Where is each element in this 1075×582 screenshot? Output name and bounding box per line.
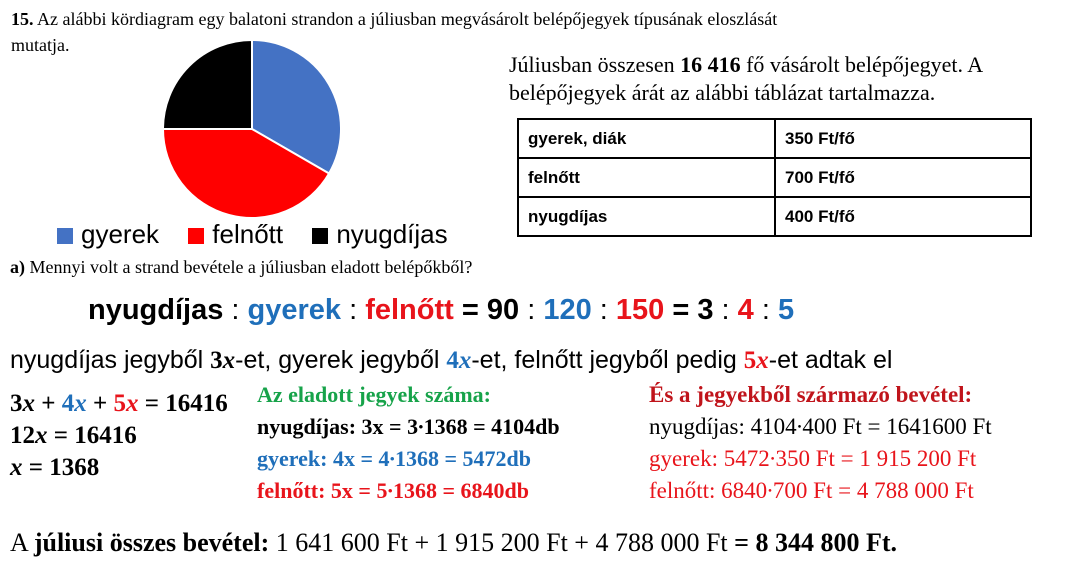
- explanation-text: nyugdíjas jegyből: [10, 346, 211, 374]
- equation-line1: [10, 388, 228, 420]
- legend-swatch-red: [188, 228, 204, 244]
- coef-4: 4: [446, 347, 459, 374]
- ratio-sep: :: [223, 294, 248, 326]
- problem-intro-line1: Az alábbi kördiagram egy balatoni strandon a júliusban megvásárolt belépőjegyek típusának eloszlását: [37, 9, 778, 29]
- ratio-sep: :: [753, 294, 778, 326]
- ratio-term-felnott: felnőtt: [365, 294, 454, 326]
- ratio-eq: =: [453, 294, 487, 326]
- table-cell-type: nyugdíjas: [518, 197, 775, 236]
- eq-rhs: = 16416: [138, 390, 228, 417]
- coef-5: 5: [743, 347, 757, 374]
- ratio-r3: 5: [777, 294, 795, 326]
- problem-number: 15.: [11, 9, 34, 29]
- revenue-gyerek: gyerek: 5472∙350 Ft = 1 915 200 Ft: [649, 446, 977, 471]
- legend-swatch-black: [312, 228, 328, 244]
- problem-intro-line2: mutatja.: [11, 35, 70, 55]
- ratio-sep: :: [519, 294, 544, 326]
- price-table: [517, 118, 1032, 237]
- question-label: a): [10, 257, 25, 277]
- count-nyugdijas: nyugdíjas: 3x = 3∙1368 = 4104db: [257, 414, 560, 439]
- ratio-n1: 90: [486, 294, 520, 326]
- revenue-heading: És a jegyekből származó bevétel:: [649, 382, 973, 407]
- total-revenue: [10, 528, 897, 558]
- chart-legend: [57, 219, 470, 250]
- total-sum: 1 641 600 Ft + 1 915 200 Ft + 4 788 000 Ft: [269, 528, 735, 557]
- legend-label-nyugdijas: nyugdíjas: [336, 219, 448, 249]
- var-x: x: [458, 347, 472, 374]
- ratio-eq: =: [664, 294, 698, 326]
- ratio-sep: :: [591, 294, 616, 326]
- ratio-term-nyugdijas: nyugdíjas: [88, 294, 224, 326]
- info-line2: belépőjegyek árát az alábbi táblázat tartalmazza.: [509, 80, 936, 105]
- eq-plus: +: [35, 390, 62, 417]
- eq-var: x: [126, 390, 139, 417]
- table-cell-type: felnőtt: [518, 158, 775, 197]
- table-cell-price: 400 Ft/fő: [775, 197, 1031, 236]
- var-x: x: [222, 347, 236, 374]
- question-text: Mennyi volt a strand bevétele a júliusban eladott belépőkből?: [25, 257, 473, 277]
- table-cell-price: 350 Ft/fő: [775, 119, 1031, 158]
- ratio-n3: 150: [615, 294, 665, 326]
- explanation-text: -et adtak el: [768, 346, 893, 374]
- ratio-n2: 120: [543, 294, 592, 326]
- equation-line2: [10, 420, 228, 452]
- ratio-sep: :: [713, 294, 738, 326]
- total-buyers: 16 416: [680, 52, 741, 77]
- eq-rhs: = 1368: [22, 454, 100, 481]
- legend-label-gyerek: gyerek: [81, 219, 160, 249]
- info-line1-end: fő vásárolt belépőjegyet. A: [740, 52, 984, 77]
- legend-item-gyerek: [57, 219, 159, 250]
- table-row: [518, 158, 1031, 197]
- eq-coef: 4: [61, 390, 75, 417]
- ratio-r2: 4: [737, 294, 754, 326]
- ratio-term-gyerek: gyerek: [247, 294, 342, 326]
- question-a: [10, 257, 472, 278]
- pie-slice-nyugdijas: [163, 40, 252, 129]
- table-row: [518, 197, 1031, 236]
- revenue-nyugdijas: nyugdíjas: 4104∙400 Ft = 1641600 Ft: [649, 414, 992, 439]
- counts-heading: Az eladott jegyek száma:: [257, 382, 491, 407]
- revenue-breakdown: [649, 379, 992, 507]
- equation-line3: [10, 452, 228, 484]
- eq-coef: 5: [113, 390, 126, 417]
- total-prefix: A: [10, 528, 34, 557]
- eq-var: x: [10, 454, 23, 481]
- eq-var: x: [22, 390, 35, 417]
- table-row: [518, 119, 1031, 158]
- explanation-text: -et, felnőtt jegyből pedig: [471, 346, 744, 374]
- eq-coef: 3: [10, 390, 23, 417]
- count-felnott: felnőtt: 5x = 5∙1368 = 6840db: [257, 478, 529, 503]
- legend-swatch-blue: [57, 228, 73, 244]
- eq-var: x: [35, 422, 48, 449]
- pie-chart: [150, 30, 355, 225]
- info-text: [509, 51, 983, 107]
- eq-plus: +: [86, 390, 114, 417]
- table-cell-type: gyerek, diák: [518, 119, 775, 158]
- explanation-line: [10, 346, 892, 375]
- table-cell-price: 700 Ft/fő: [775, 158, 1031, 197]
- ratio-sep: :: [341, 294, 366, 326]
- legend-label-felnott: felnőtt: [212, 219, 284, 249]
- eq-coef: 12: [10, 422, 35, 449]
- eq-var: x: [74, 390, 87, 417]
- var-x: x: [756, 347, 769, 374]
- revenue-felnott: felnőtt: 6840∙700 Ft = 4 788 000 Ft: [649, 478, 974, 503]
- coef-3: 3: [210, 347, 223, 374]
- total-label: júliusi összes bevétel:: [33, 528, 270, 557]
- count-gyerek: gyerek: 4x = 4∙1368 = 5472db: [257, 446, 532, 471]
- equations: [10, 388, 228, 484]
- ticket-counts: [257, 379, 560, 507]
- ratio-line: [88, 294, 794, 327]
- legend-item-felnott: [188, 219, 283, 250]
- eq-rhs: = 16416: [47, 422, 137, 449]
- ratio-r1: 3: [697, 294, 714, 326]
- info-line1-start: Júliusban összesen: [509, 52, 681, 77]
- legend-item-nyugdijas: [312, 219, 447, 250]
- total-result: = 8 344 800 Ft.: [734, 528, 898, 557]
- explanation-text: -et, gyerek jegyből: [235, 346, 447, 374]
